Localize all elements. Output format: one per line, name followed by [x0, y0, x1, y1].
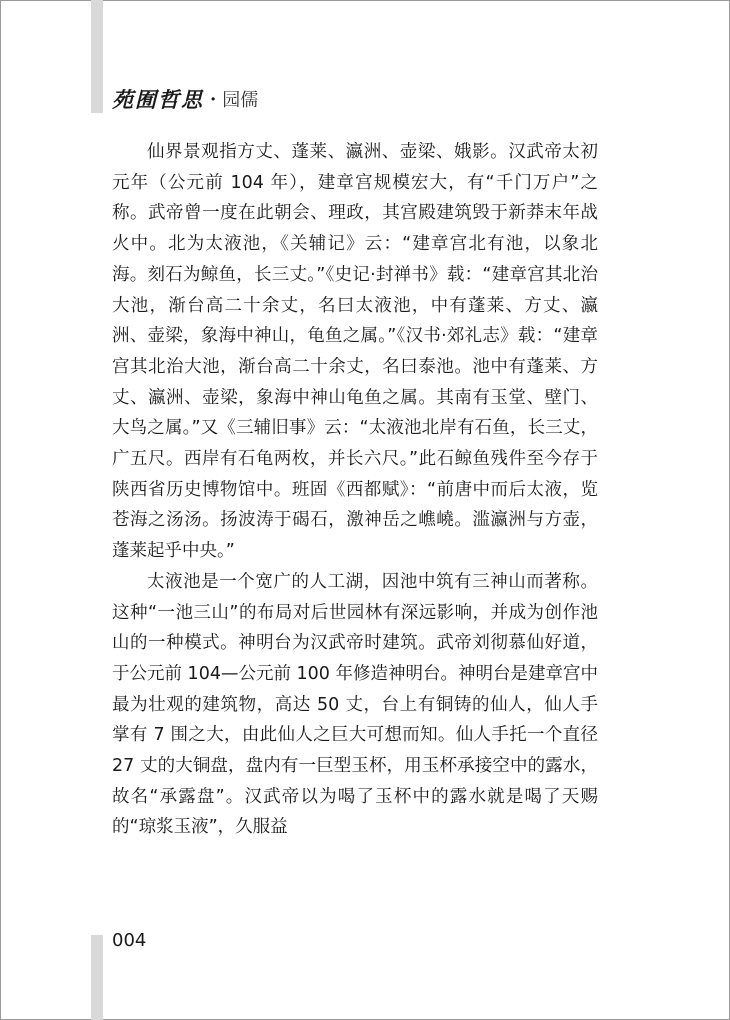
- gutter-bar-top: [91, 0, 103, 113]
- running-head: [112, 84, 258, 114]
- gutter-bar-bottom: [91, 935, 103, 1020]
- body-text: [112, 137, 598, 843]
- paragraph: 太液池是一个宽广的人工湖，因池中筑有三神山而著称。这种“一池三山”的布局对后世园林有深远影响，并成为创作池山的一种模式。神明台为汉武帝时建筑。武帝刘彻慕仙好道，于公元前 104—公元前 100 年修造神明台。神明台是建章宫中最为壮观的建筑物，高达 50 丈，台上有铜铸的仙人，仙人手掌有 7 围之大，由此仙人之巨大可想而知。仙人手托一个直径 27 丈的大铜盘，盘内有一巨型玉杯，用玉杯承接空中的露水，故名“承露盘”。汉武帝以为喝了玉杯中的露水就是喝了天赐的“琼浆玉液”，久服益: [112, 571, 598, 838]
- paragraph: 仙界景观指方丈、蓬莱、瀛洲、壶梁、娥影。汉武帝太初元年（公元前 104 年），建章宫规模宏大，有“千门万户”之称。武帝曾一度在此朝会、理政，其宫殿建筑毁于新莽末年战火中。北为太液池，《关辅记》云：“建章宫北有池，以象北海。刻石为鲸鱼，长三丈。”《史记·封禅书》载：“建章宫其北治大池，渐台高二十余丈，名曰太液池，中有蓬莱、方丈、瀛洲、壶梁，象海中神山，龟鱼之属。”《汉书·郊礼志》载：“建章宫其北治大池，渐台高二十余丈，名曰泰池。池中有蓬莱、方丈、瀛洲、壶梁，象海中神山龟鱼之属。其南有玉堂、壁门、大鸟之属。”又《三辅旧事》云：“太液池北岸有石鱼，长三丈，广五尺。西岸有石龟两枚，并长六尺。”此石鲸鱼残件至今存于陕西省历史博物馆中。班固《西都赋》：“前唐中而后太液，览苍海之汤汤。扬波涛于碣石，激神岳之嶕嶢。滥瀛洲与方壶，蓬莱起乎中央。”: [112, 142, 598, 562]
- page-number: 004: [112, 930, 147, 951]
- header-separator: ·: [210, 88, 217, 110]
- book-title: 园儒: [222, 90, 259, 111]
- series-title: 苑囿哲思: [112, 87, 204, 112]
